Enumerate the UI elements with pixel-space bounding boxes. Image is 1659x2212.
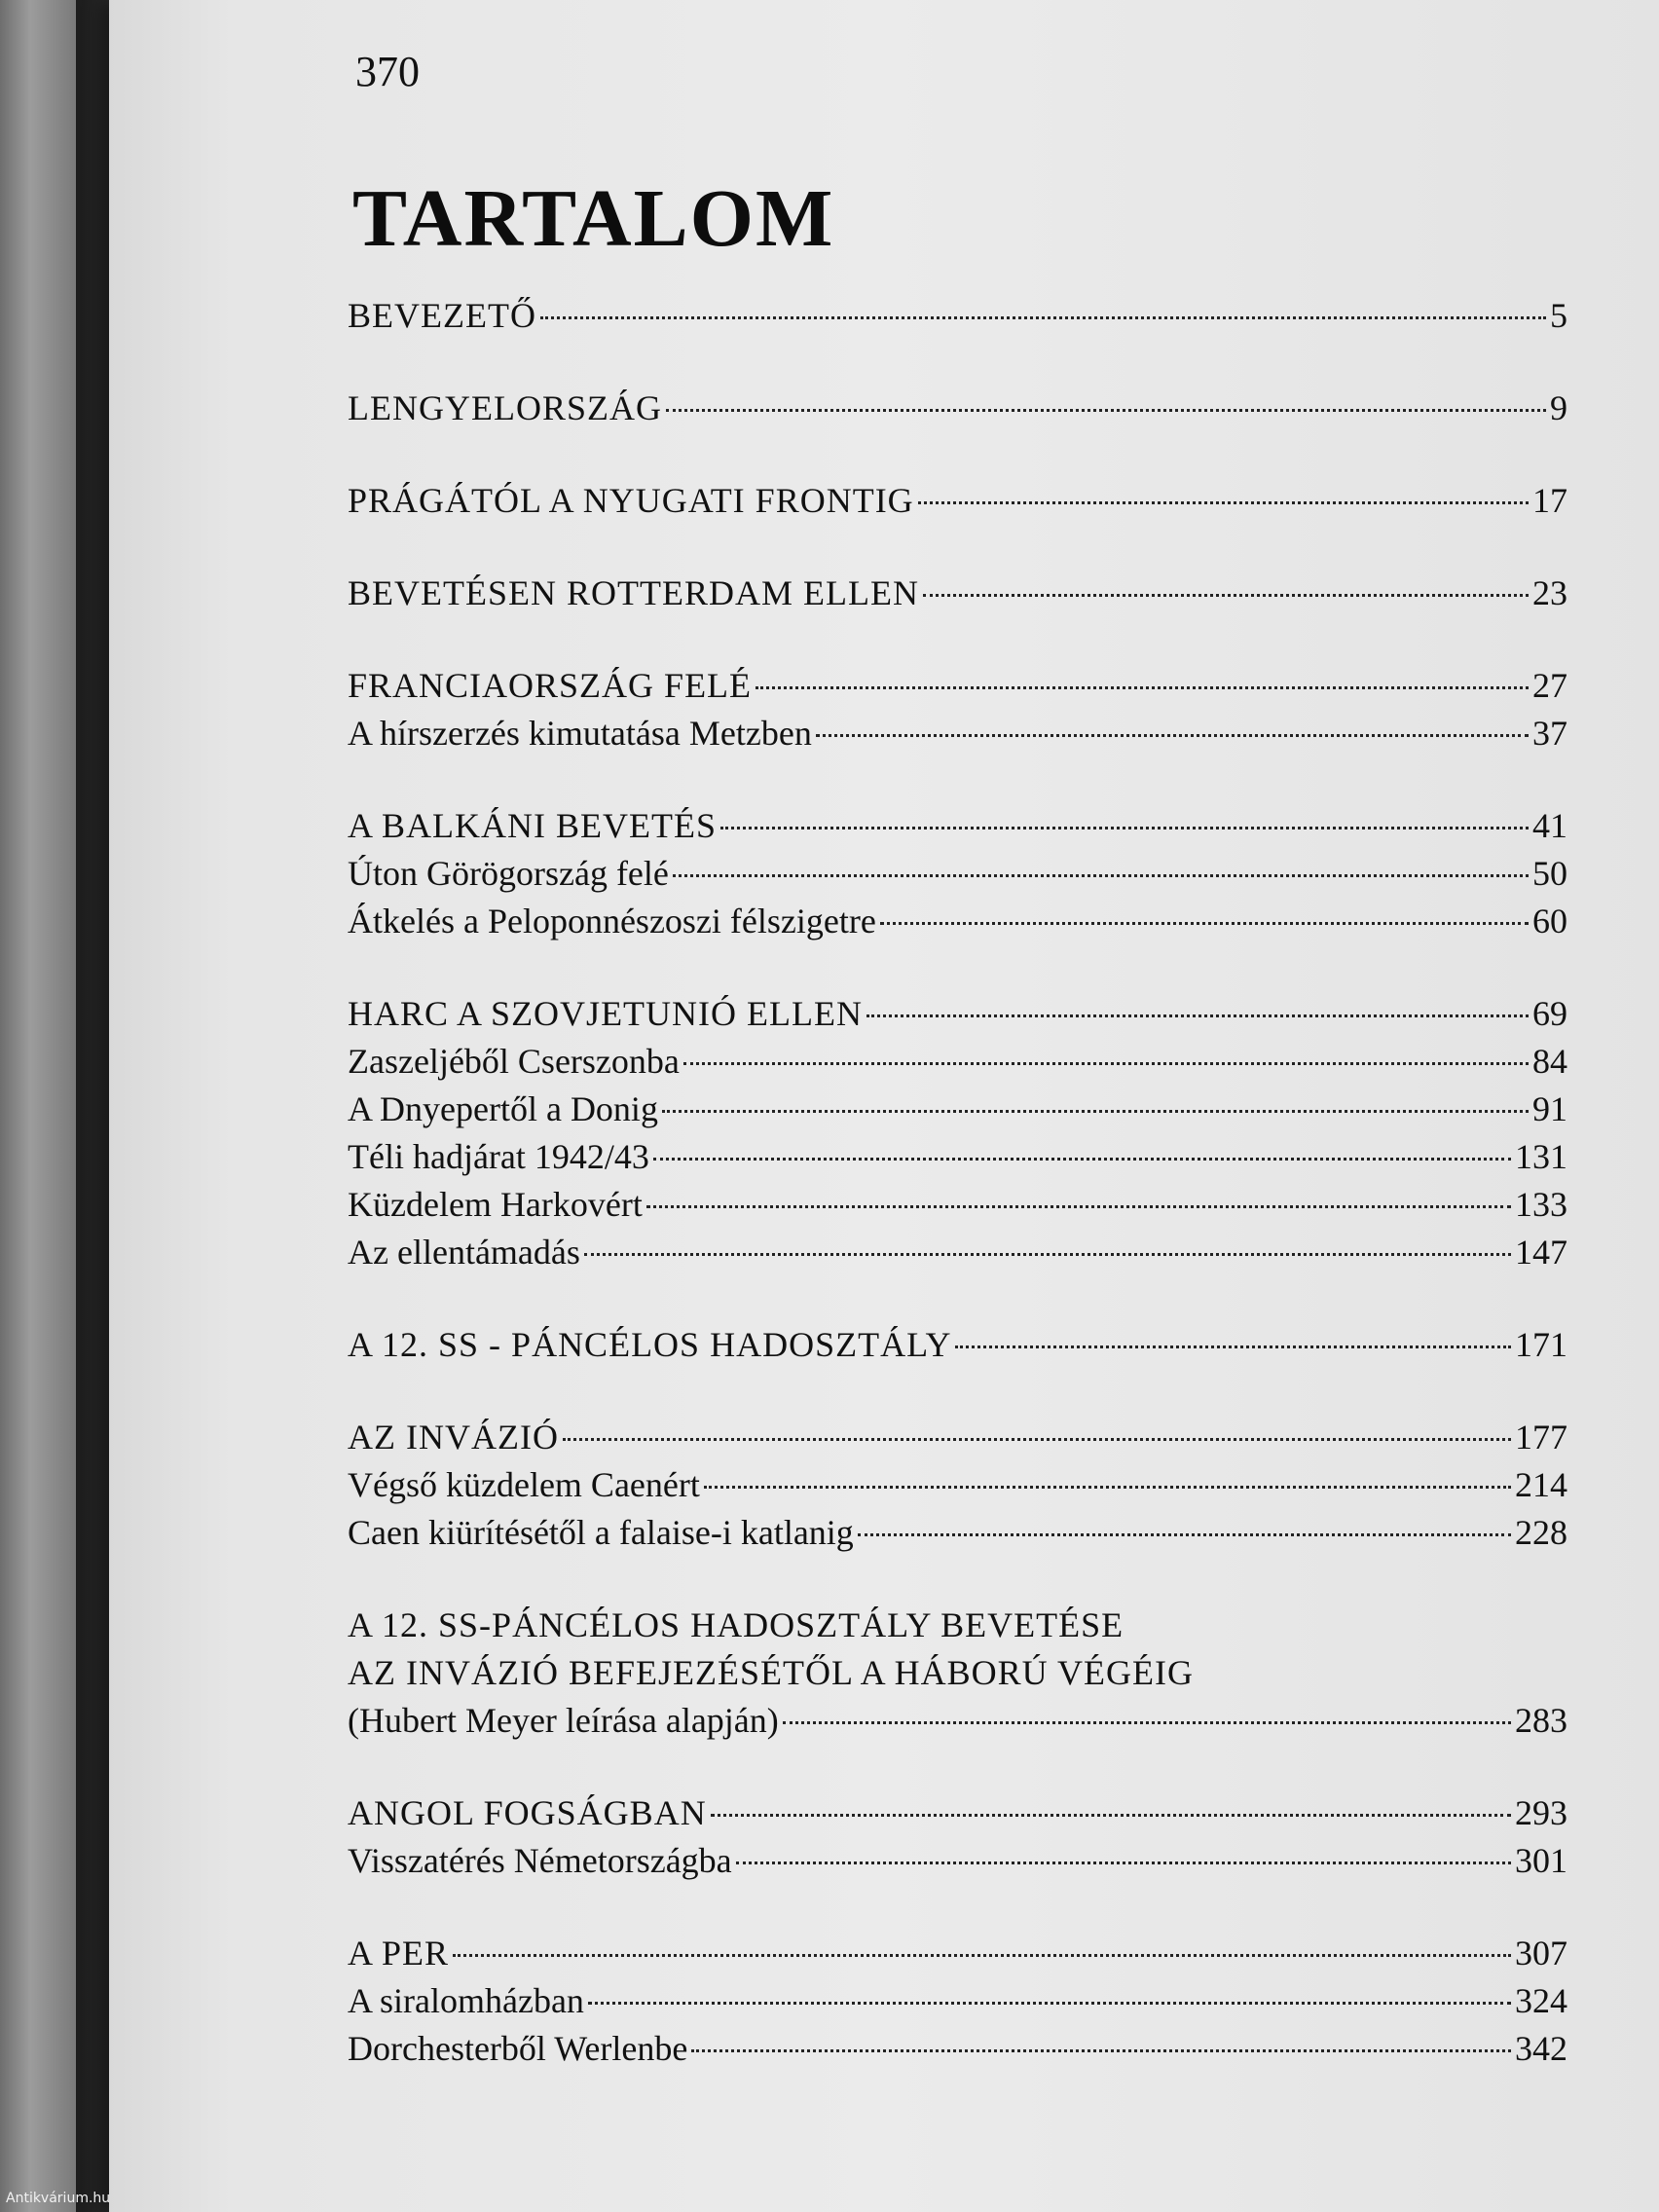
toc-section	[348, 477, 1567, 525]
toc-subentry	[348, 1181, 1567, 1229]
dot-leader	[918, 501, 1529, 504]
toc-entry-title: Az ellentámadás	[348, 1233, 580, 1272]
toc-entry-page-number: 324	[1515, 1981, 1567, 2020]
toc-entry-page-number: 214	[1515, 1465, 1567, 1504]
toc-entry-title: (Hubert Meyer leírása alapján)	[348, 1701, 779, 1740]
toc-section	[348, 1930, 1567, 2073]
toc-entry-title: A 12. SS - PÁNCÉLOS HADOSZTÁLY	[348, 1325, 952, 1364]
toc-entry-title: LENGYELORSZÁG	[348, 388, 662, 427]
toc-entry-title: Átkelés a Peloponnészoszi félszigetre	[348, 902, 876, 940]
toc-entry-page-number: 342	[1515, 2029, 1567, 2068]
toc-entry-page-number: 171	[1515, 1325, 1567, 1364]
dot-leader	[588, 2002, 1511, 2005]
dot-leader	[783, 1721, 1511, 1724]
toc-entry-title: Caen kiürítésétől a falaise-i katlanig	[348, 1513, 854, 1552]
dot-leader	[711, 1814, 1511, 1817]
toc-entry-title: Úton Görögország felé	[348, 854, 669, 893]
dot-leader	[858, 1533, 1511, 1536]
toc-section	[348, 802, 1567, 945]
toc-entry-page-number: 9	[1550, 388, 1567, 427]
toc-section	[348, 662, 1567, 757]
toc-heading-line: AZ INVÁZIÓ BEFEJEZÉSÉTŐL A HÁBORÚ VÉGÉIG	[348, 1653, 1194, 1692]
toc-entry-page-number: 131	[1515, 1137, 1567, 1176]
toc-entry-title: A PER	[348, 1934, 450, 1972]
toc-entry-title: AZ INVÁZIÓ	[348, 1418, 559, 1456]
dot-leader	[866, 1014, 1529, 1017]
dot-leader	[756, 686, 1529, 689]
toc-entry-title: ANGOL FOGSÁGBAN	[348, 1793, 707, 1832]
dot-leader	[540, 316, 1546, 319]
toc-entry-title: BEVEZETŐ	[348, 296, 536, 335]
toc-chapter-entry	[348, 385, 1567, 432]
toc-section	[348, 570, 1567, 617]
toc-subentry	[348, 1133, 1567, 1181]
toc-chapter-entry	[348, 990, 1567, 1038]
toc-chapter-entry	[348, 477, 1567, 525]
dot-leader	[923, 594, 1529, 597]
toc-heading-line: A 12. SS-PÁNCÉLOS HADOSZTÁLY BEVETÉSE	[348, 1605, 1124, 1644]
toc-entry-title: Visszatérés Németországba	[348, 1841, 732, 1880]
toc-section	[348, 990, 1567, 1276]
toc-subentry	[348, 850, 1567, 898]
dot-leader	[666, 409, 1546, 412]
toc-section	[348, 1321, 1567, 1369]
dot-leader	[816, 734, 1529, 737]
dot-leader	[653, 1158, 1511, 1161]
toc-section	[348, 1414, 1567, 1557]
toc-entry-title: Végső küzdelem Caenért	[348, 1465, 700, 1504]
toc-entry-title: A hírszerzés kimutatása Metzben	[348, 714, 812, 753]
dot-leader	[704, 1486, 1511, 1489]
page-title: TARTALOM	[352, 173, 835, 264]
toc-chapter-entry	[348, 1789, 1567, 1837]
toc-entry-title: A BALKÁNI BEVETÉS	[348, 806, 717, 845]
toc-section	[348, 1789, 1567, 1885]
toc-subentry	[348, 898, 1567, 945]
toc-subentry	[348, 1697, 1567, 1745]
toc-subentry	[348, 2025, 1567, 2073]
toc-entry-page-number: 84	[1532, 1042, 1567, 1081]
toc-entry-page-number: 283	[1515, 1701, 1567, 1740]
toc-entry-page-number: 293	[1515, 1793, 1567, 1832]
toc-entry-title: FRANCIAORSZÁG FELÉ	[348, 666, 753, 705]
toc-entry-title: Küzdelem Harkovért	[348, 1185, 643, 1224]
book-binding-edge	[0, 0, 76, 2212]
toc-subentry	[348, 1086, 1567, 1133]
toc-entry-page-number: 301	[1515, 1841, 1567, 1880]
toc-entry-page-number: 17	[1532, 481, 1567, 520]
dot-leader	[955, 1346, 1511, 1348]
toc-entry-page-number: 133	[1515, 1185, 1567, 1224]
dot-leader	[563, 1438, 1511, 1441]
dot-leader	[880, 922, 1529, 925]
toc-chapter-entry	[348, 802, 1567, 850]
toc-subentry	[348, 710, 1567, 757]
toc-entry-page-number: 60	[1532, 902, 1567, 940]
toc-entry-page-number: 147	[1515, 1233, 1567, 1272]
dot-leader	[673, 874, 1529, 877]
toc-entry-title: BEVETÉSEN ROTTERDAM ELLEN	[348, 573, 919, 612]
toc-entry-page-number: 50	[1532, 854, 1567, 893]
toc-chapter-entry	[348, 570, 1567, 617]
toc-entry-page-number: 177	[1515, 1418, 1567, 1456]
toc-entry-page-number: 41	[1532, 806, 1567, 845]
dot-leader	[720, 827, 1529, 830]
toc-entry-page-number: 37	[1532, 714, 1567, 753]
toc-entry-page-number: 91	[1532, 1089, 1567, 1128]
toc-chapter-entry	[348, 292, 1567, 340]
toc-subentry	[348, 1837, 1567, 1885]
toc-entry-title: Dorchesterből Werlenbe	[348, 2029, 688, 2068]
dot-leader	[453, 1954, 1511, 1957]
toc-chapter-entry	[348, 1414, 1567, 1461]
toc-section	[348, 385, 1567, 432]
toc-entry-page-number: 23	[1532, 573, 1567, 612]
toc-entry-title: Téli hadjárat 1942/43	[348, 1137, 649, 1176]
dot-leader	[584, 1253, 1511, 1256]
toc-subentry	[348, 1509, 1567, 1557]
page-number: 370	[355, 48, 420, 95]
toc-subentry	[348, 1977, 1567, 2025]
toc-entry-page-number: 27	[1532, 666, 1567, 705]
toc-subentry	[348, 1461, 1567, 1509]
watermark: Antikvárium.hu	[6, 2191, 111, 2206]
toc-subentry	[348, 1229, 1567, 1276]
dot-leader	[683, 1062, 1529, 1065]
table-of-contents	[348, 292, 1567, 2118]
toc-entry-page-number: 307	[1515, 1934, 1567, 1972]
toc-subentry	[348, 1038, 1567, 1086]
toc-section	[348, 1602, 1567, 1745]
toc-entry-page-number: 228	[1515, 1513, 1567, 1552]
toc-entry-page-number: 5	[1550, 296, 1567, 335]
toc-section	[348, 292, 1567, 340]
toc-chapter-entry	[348, 1930, 1567, 1977]
dot-leader	[662, 1110, 1529, 1113]
toc-entry-title: HARC A SZOVJETUNIÓ ELLEN	[348, 994, 863, 1033]
toc-entry-title: A siralomházban	[348, 1981, 584, 2020]
toc-entry-title: Zaszeljéből Cserszonba	[348, 1042, 680, 1081]
toc-chapter-entry	[348, 662, 1567, 710]
dot-leader	[646, 1205, 1511, 1208]
toc-entry-page-number: 69	[1532, 994, 1567, 1033]
toc-entry-title: PRÁGÁTÓL A NYUGATI FRONTIG	[348, 481, 914, 520]
toc-chapter-entry	[348, 1321, 1567, 1369]
toc-entry-title: A Dnyepertől a Donig	[348, 1089, 658, 1128]
dot-leader	[691, 2049, 1511, 2052]
dot-leader	[736, 1862, 1511, 1864]
